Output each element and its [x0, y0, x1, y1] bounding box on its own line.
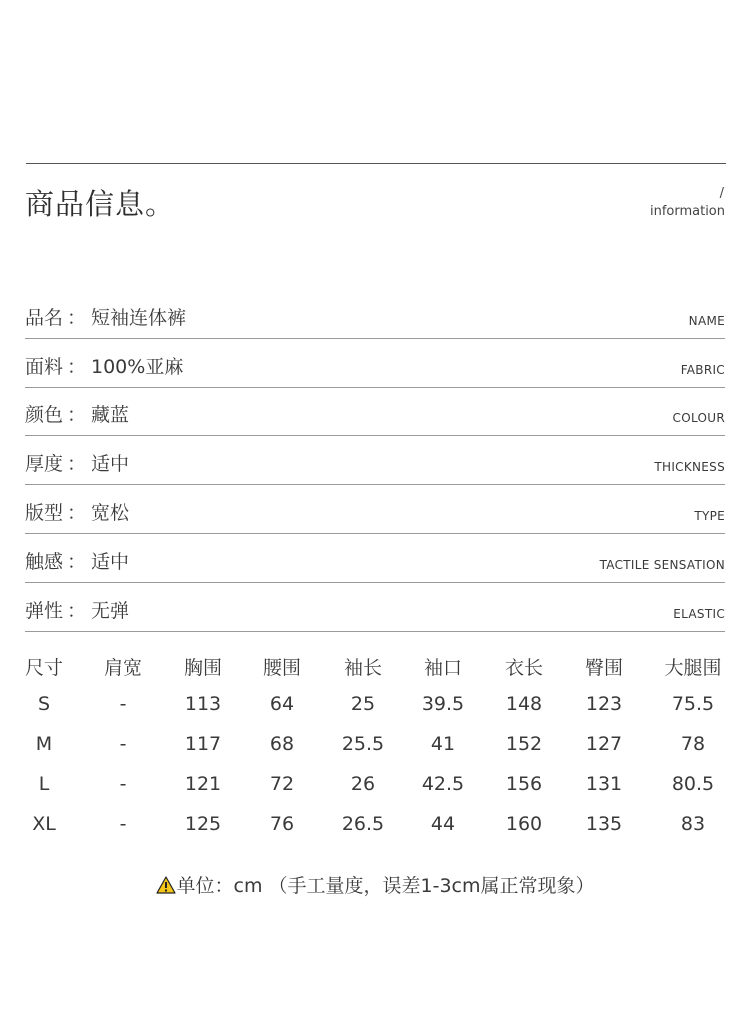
table-cell: 39.5 — [421, 693, 465, 715]
info-en-label: TACTILE SENSATION — [599, 558, 725, 572]
section-subtitle: information — [649, 204, 725, 219]
table-cell: 117 — [184, 733, 222, 755]
measurement-note — [0, 871, 750, 898]
table-cell: 25.5 — [341, 733, 385, 755]
table-cell: S — [37, 693, 51, 715]
info-label: 触感 — [25, 551, 64, 573]
note-text: 单位：cm （手工量度，误差1-3cm属正常现象） — [176, 875, 595, 897]
table-cell: 113 — [184, 693, 222, 715]
info-row-elastic — [25, 582, 725, 632]
info-separator: ： — [67, 356, 87, 378]
section-slash: / — [719, 186, 724, 201]
table-header-cell: 袖长 — [343, 657, 383, 679]
table-header-cell: 大腿围 — [664, 657, 722, 679]
table-header-cell: 胸围 — [183, 657, 223, 679]
info-en-label: TYPE — [694, 509, 725, 523]
info-label: 面料 — [25, 356, 64, 378]
table-cell: 41 — [430, 733, 456, 755]
info-row-fabric — [25, 338, 725, 388]
table-cell: 125 — [184, 813, 222, 835]
info-row-thickness — [25, 435, 725, 485]
info-value: 宽松 — [91, 502, 130, 524]
table-cell: 152 — [505, 733, 543, 755]
table-cell: 64 — [269, 693, 295, 715]
table-cell: 26.5 — [341, 813, 385, 835]
table-cell: 121 — [184, 773, 222, 795]
info-separator: ： — [67, 600, 87, 622]
info-value: 适中 — [91, 453, 130, 475]
table-cell: 26 — [350, 773, 376, 795]
warning-icon — [156, 876, 176, 894]
info-value: 100%亚麻 — [91, 356, 184, 378]
table-cell: 42.5 — [421, 773, 465, 795]
table-cell: 148 — [505, 693, 543, 715]
info-separator: ： — [67, 453, 87, 475]
info-en-label: FABRIC — [680, 363, 725, 377]
info-label: 版型 — [25, 502, 64, 524]
table-cell: 76 — [269, 813, 295, 835]
info-en-label: NAME — [688, 314, 725, 328]
info-row-tactile — [25, 533, 725, 583]
info-row-name — [25, 289, 725, 339]
info-row-type — [25, 484, 725, 534]
table-cell: 131 — [585, 773, 623, 795]
info-value: 适中 — [91, 551, 130, 573]
table-cell: 72 — [269, 773, 295, 795]
table-cell: 44 — [430, 813, 456, 835]
table-header-cell: 衣长 — [504, 657, 544, 679]
table-header-cell: 尺寸 — [24, 657, 64, 679]
table-cell: 75.5 — [671, 693, 715, 715]
info-value: 短袖连体裤 — [91, 307, 187, 329]
table-header-cell: 腰围 — [262, 657, 302, 679]
info-en-label: ELASTIC — [673, 607, 725, 621]
table-cell: - — [119, 773, 127, 795]
table-cell: XL — [32, 813, 56, 835]
table-cell: M — [35, 733, 53, 755]
table-cell: - — [119, 733, 127, 755]
table-cell: 78 — [680, 733, 706, 755]
info-row-colour — [25, 386, 725, 436]
info-label: 弹性 — [25, 600, 64, 622]
table-row — [0, 805, 750, 845]
table-cell: L — [38, 773, 50, 795]
info-label: 品名 — [25, 307, 64, 329]
table-cell: - — [119, 693, 127, 715]
info-separator: ： — [67, 502, 87, 524]
table-cell: 156 — [505, 773, 543, 795]
info-separator: ： — [67, 551, 87, 573]
table-header-row — [0, 645, 750, 685]
table-cell: 68 — [269, 733, 295, 755]
table-cell: 160 — [505, 813, 543, 835]
table-cell: 83 — [680, 813, 706, 835]
info-label: 颜色 — [25, 404, 64, 426]
info-separator: ： — [67, 404, 87, 426]
table-row — [0, 725, 750, 765]
table-header-cell: 臀围 — [584, 657, 624, 679]
table-header-cell: 肩宽 — [103, 657, 143, 679]
info-value: 无弹 — [91, 600, 130, 622]
table-cell: 127 — [585, 733, 623, 755]
info-separator: ： — [67, 307, 87, 329]
table-cell: 80.5 — [671, 773, 715, 795]
info-label: 厚度 — [25, 453, 64, 475]
table-cell: - — [119, 813, 127, 835]
top-divider — [26, 163, 726, 164]
info-en-label: COLOUR — [672, 411, 725, 425]
info-en-label: THICKNESS — [654, 460, 725, 474]
info-value: 藏蓝 — [91, 404, 130, 426]
section-title: 商品信息。 — [25, 187, 176, 221]
table-row — [0, 765, 750, 805]
table-row — [0, 685, 750, 725]
table-cell: 135 — [585, 813, 623, 835]
table-cell: 25 — [350, 693, 376, 715]
table-header-cell: 袖口 — [423, 657, 463, 679]
table-cell: 123 — [585, 693, 623, 715]
